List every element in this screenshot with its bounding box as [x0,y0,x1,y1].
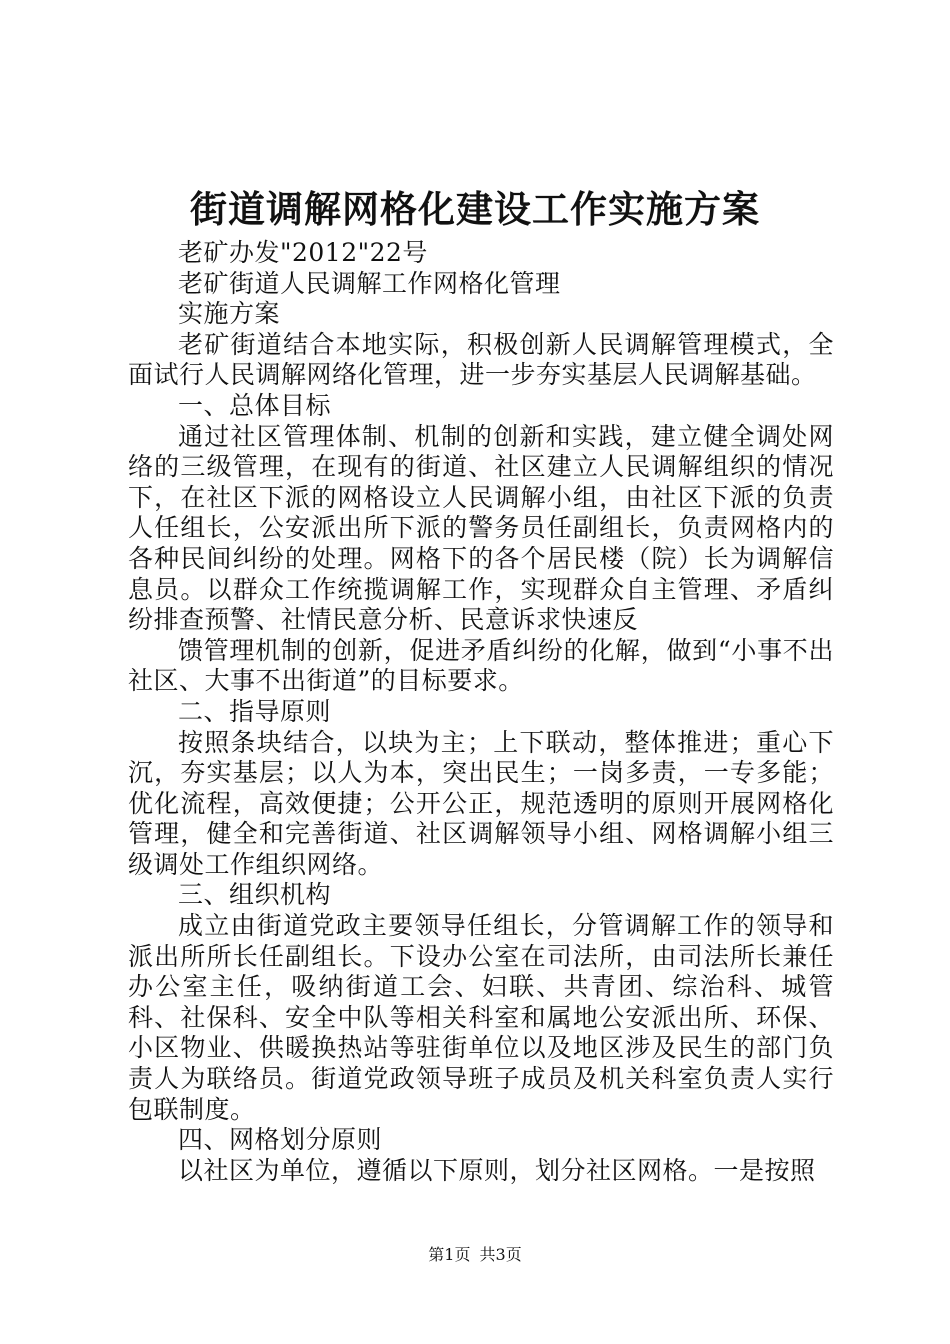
intro-paragraph: 老矿街道结合本地实际，积极创新人民调解管理模式，全面试行人民调解网络化管理，进一步夯实基层人民调解基础。 [128,329,834,390]
page-footer [0,1244,950,1266]
section-heading-principles: 二、指导原则 [178,696,332,726]
section-heading-goals: 一、总体目标 [178,390,332,420]
document-body [128,238,834,1186]
organization-paragraph: 成立由街道党政主要领导任组长，分管调解工作的领导和派出所所长任副组长。下设办公室在司法所，由司法所长兼任办公室主任，吸纳街道工会、妇联、共青团、综治科、城管科、社保科、安全中队等相关科室和属地公安派出所、环保、小区物业、供暖换热站等驻街单位以及地区涉及民生的部门负责人为联络员。街道党政领导班子成员及机关科室负责人实行包联制度。 [128,911,834,1124]
subtitle-line-2: 实施方案 [178,299,281,329]
document-title: 街道调解网格化建设工作实施方案 [190,187,760,231]
page-total: 共3页 [479,1245,522,1264]
goals-paragraph: 通过社区管理体制、机制的创新和实践，建立健全调处网络的三级管理，在现有的街道、社区建立人民调解组织的情况下，在社区下派的网格设立人民调解小组，由社区下派的负责人任组长，公安派出所下派的警务员任副组长，负责网格内的各种民间纠纷的处理。网格下的各个居民楼（院）长为调解信息员。以群众工作统揽调解工作，实现群众自主管理、矛盾纠纷排查预警、社情民意分析、民意诉求快速反 [128,421,834,635]
grid-division-paragraph: 以社区为单位，遵循以下原则，划分社区网格。一是按照 [178,1155,816,1185]
page-number: 第1页 [428,1245,471,1264]
subtitle-line-1: 老矿街道人民调解工作网格化管理 [178,268,561,298]
section-heading-grid-division: 四、网格划分原则 [178,1125,383,1155]
doc-number: 老矿办发"2012"22号 [178,238,428,267]
principles-paragraph: 按照条块结合，以块为主；上下联动，整体推进；重心下沉，夯实基层；以人为本，突出民生；一岗多责，一专多能；优化流程，高效便捷；公开公正，规范透明的原则开展网格化管理，健全和完善街道、社区调解领导小组、网格调解小组三级调处工作组织网络。 [128,727,834,879]
section-heading-organization: 三、组织机构 [178,880,332,910]
goals-paragraph-continued: 馈管理机制的创新，促进矛盾纠纷的化解，做到“小事不出社区、大事不出街道”的目标要求。 [128,635,834,696]
